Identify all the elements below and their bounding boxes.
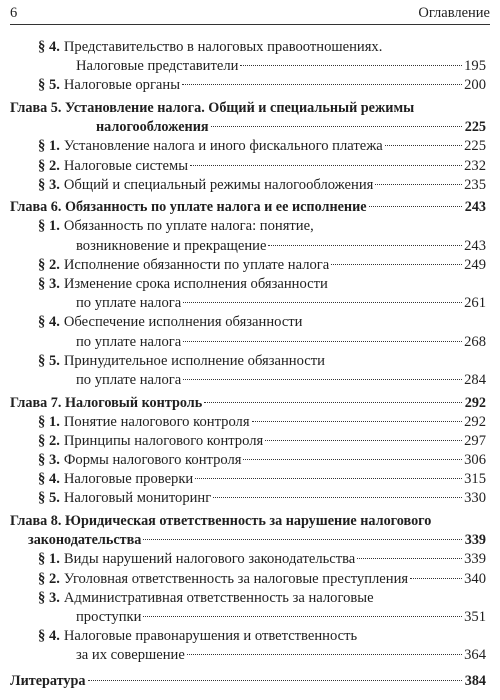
toc-entry (10, 256, 486, 275)
entry-title: Формы налогового контроля (63, 452, 242, 469)
dot-leader (357, 558, 462, 559)
section-number: § 4. (38, 628, 60, 645)
entry-title: Виды нарушений налогового законодательства (63, 551, 356, 568)
dot-leader (88, 680, 463, 681)
dot-leader (143, 539, 462, 540)
entry-title: Уголовная ответственность за налоговые преступления (63, 570, 409, 587)
entry-title: Обязанность по уплате налога: понятие, (63, 218, 314, 235)
page-number: 6 (10, 4, 18, 21)
section-number: § 1. (38, 413, 60, 430)
toc-entry (10, 432, 486, 451)
entry-title: возникновение и прекращение (76, 237, 267, 254)
dot-leader (265, 440, 462, 441)
toc-entry-text (76, 294, 181, 313)
dot-leader (213, 497, 462, 498)
toc-entry-text (28, 531, 141, 550)
entry-title: проступки (76, 609, 142, 625)
toc-entry (10, 333, 486, 352)
toc-entry (10, 352, 486, 371)
entry-title: Общий и специальный режимы налогообложения (63, 176, 374, 193)
dot-leader (195, 478, 462, 479)
toc-entry (10, 570, 486, 589)
page-ref: 330 (464, 490, 486, 507)
page-ref: 243 (464, 237, 486, 254)
toc-entry-text (38, 275, 328, 294)
entry-title: Глава 6. Обязанность по уплате налога и ее исполнение (10, 199, 367, 216)
dot-leader (187, 654, 462, 655)
section-number: § 2. (38, 256, 60, 273)
entry-title: Обеспечение исполнения обязанности (63, 314, 303, 331)
dot-leader (375, 184, 462, 185)
section-number: § 4. (38, 314, 60, 331)
toc-entry-text (38, 627, 357, 646)
toc-entry (10, 313, 486, 332)
toc-entry (10, 99, 486, 118)
entry-title: Налоговые правонарушения и ответственность (63, 628, 358, 645)
section-number: § 2. (38, 432, 60, 449)
toc-entry (10, 413, 486, 432)
toc-entry-text (38, 38, 382, 57)
section-number: § 5. (38, 352, 60, 369)
section-number: § 1. (38, 551, 60, 568)
page-ref: 351 (464, 609, 486, 625)
page-ref: 284 (464, 371, 486, 388)
entry-title: по уплате налога (76, 371, 182, 388)
section-number: § 3. (38, 276, 60, 293)
toc-entry-text (38, 489, 211, 508)
toc-entry (10, 451, 486, 470)
table-of-contents (10, 38, 486, 691)
dot-leader (190, 165, 462, 166)
dot-leader (268, 245, 462, 246)
toc-entry-text (10, 198, 367, 217)
entry-title: Принудительное исполнение обязанности (63, 352, 325, 369)
toc-entry (10, 531, 486, 550)
page-ref: 292 (464, 394, 486, 411)
entry-title: Налоговый мониторинг (63, 490, 212, 507)
toc-entry (10, 589, 486, 608)
dot-leader (410, 578, 462, 579)
dot-leader (369, 206, 462, 207)
entry-title: Глава 7. Налоговый контроль (10, 394, 203, 411)
toc-entry-text (38, 137, 383, 156)
entry-title: Глава 8. Юридическая ответственность за нарушение налогового (10, 513, 432, 530)
toc-entry (10, 489, 486, 508)
toc-entry (10, 76, 486, 95)
section-number: § 1. (38, 138, 60, 155)
page-ref: 225 (464, 119, 486, 136)
entry-title: законодательства (28, 532, 142, 549)
entry-title: Административная ответственность за налоговые (63, 589, 374, 606)
entry-title: Понятие налогового контроля (63, 413, 250, 430)
section-number: § 5. (38, 77, 60, 94)
toc-entry (10, 57, 486, 76)
toc-entry-text (10, 99, 414, 118)
toc-entry (10, 646, 486, 665)
toc-entry (10, 137, 486, 156)
page-ref: 297 (464, 432, 486, 449)
page-ref: 200 (464, 77, 486, 94)
toc-entry-text (76, 608, 141, 627)
toc-entry (10, 294, 486, 313)
entry-title: Исполнение обязанности по уплате налога (63, 256, 330, 273)
entry-title: налогообложения (96, 119, 209, 136)
toc-entry-text (38, 176, 373, 195)
toc-entry-text (76, 333, 181, 352)
section-number: § 4. (38, 39, 60, 55)
page-ref: 384 (464, 672, 486, 689)
toc-entry-text (10, 672, 86, 691)
toc-entry (10, 672, 486, 691)
page-ref: 340 (464, 570, 486, 587)
page-ref: 195 (464, 58, 486, 75)
dot-leader (385, 145, 462, 146)
running-header (10, 2, 490, 25)
toc-entry (10, 217, 486, 236)
toc-entry-text (38, 313, 302, 332)
toc-entry-text (38, 217, 314, 236)
page-ref: 364 (464, 647, 486, 664)
entry-title: Принципы налогового контроля (63, 432, 264, 449)
toc-entry-text (38, 570, 408, 589)
toc-entry-text (76, 237, 266, 256)
toc-entry-text (76, 371, 181, 390)
toc-entry (10, 38, 486, 57)
section-number: § 3. (38, 176, 60, 193)
entry-title: по уплате налога (76, 295, 182, 312)
entry-title: Налоговые проверки (63, 471, 194, 488)
section-number: § 3. (38, 589, 60, 606)
page-ref: 306 (464, 452, 486, 469)
toc-entry (10, 237, 486, 256)
toc-entry (10, 176, 486, 195)
toc-entry (10, 118, 486, 137)
dot-leader (183, 379, 462, 380)
page-ref: 232 (464, 157, 486, 174)
entry-title: Установление налога и иного фискального платежа (63, 138, 383, 155)
dot-leader (252, 421, 462, 422)
entry-title: Налоговые системы (63, 157, 189, 174)
toc-entry-text (76, 57, 238, 76)
section-number: § 3. (38, 452, 60, 469)
toc-entry (10, 275, 486, 294)
toc-entry-text (38, 589, 374, 608)
page-ref: 292 (464, 413, 486, 430)
page-ref: 261 (464, 295, 486, 312)
section-number: § 5. (38, 490, 60, 507)
entry-title: Глава 5. Установление налога. Общий и специальный режимы (10, 99, 415, 116)
page-ref: 268 (464, 333, 486, 350)
toc-entry (10, 470, 486, 489)
toc-entry-text (38, 256, 329, 275)
page-ref: 235 (464, 176, 486, 193)
toc-entry (10, 394, 486, 413)
toc-entry (10, 371, 486, 390)
entry-title: за их совершение (76, 647, 185, 664)
page-ref: 339 (464, 532, 486, 549)
toc-entry-text (96, 118, 209, 137)
section-number: § 4. (38, 471, 60, 488)
page-ref: 339 (464, 551, 486, 568)
page-ref: 225 (464, 138, 486, 155)
dot-leader (211, 126, 462, 127)
toc-entry-text (10, 394, 202, 413)
toc-entry (10, 608, 486, 627)
entry-title: Изменение срока исполнения обязанности (63, 276, 328, 293)
toc-entry-text (38, 432, 263, 451)
dot-leader (204, 402, 462, 403)
section-number: § 2. (38, 570, 60, 587)
dot-leader (183, 302, 462, 303)
toc-entry (10, 627, 486, 646)
toc-entry-text (38, 352, 325, 371)
section-number: § 2. (38, 157, 60, 174)
page-ref: 315 (464, 471, 486, 488)
toc-entry-text (38, 157, 188, 176)
toc-entry (10, 198, 486, 217)
toc-entry-text (38, 550, 355, 569)
entry-title: Представительство в налоговых правоотношениях. (63, 39, 383, 55)
page-ref: 249 (464, 256, 486, 273)
toc-entry (10, 512, 486, 531)
dot-leader (331, 264, 462, 265)
entry-title: Литература (10, 672, 86, 689)
toc-entry (10, 157, 486, 176)
entry-title: Налоговые представители (76, 58, 239, 75)
toc-entry-text (38, 76, 180, 95)
toc-entry (10, 550, 486, 569)
dot-leader (243, 459, 462, 460)
toc-entry-text (76, 646, 185, 665)
toc-entry-text (38, 451, 241, 470)
entry-title: Налоговые органы (63, 77, 181, 94)
toc-entry-text (10, 512, 431, 531)
page-ref: 243 (464, 199, 486, 216)
section-number: § 1. (38, 218, 60, 235)
dot-leader (182, 84, 462, 85)
entry-title: по уплате налога (76, 333, 182, 350)
dot-leader (143, 616, 462, 617)
dot-leader (240, 65, 462, 66)
toc-entry-text (38, 413, 250, 432)
toc-entry-text (38, 470, 193, 489)
dot-leader (183, 341, 462, 342)
running-title: Оглавление (418, 4, 490, 21)
